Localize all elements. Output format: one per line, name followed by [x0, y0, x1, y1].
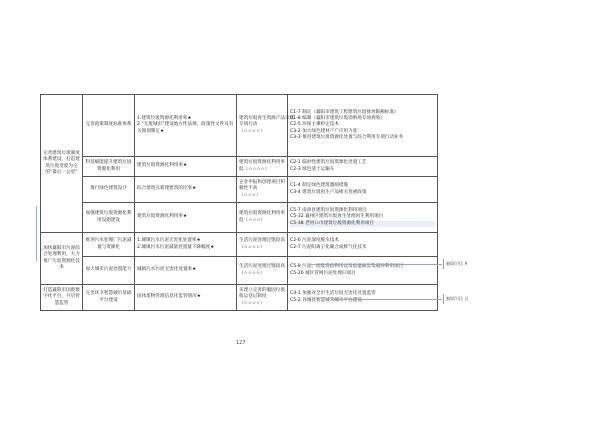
comment-text: 删除[用]: 区: [446, 296, 469, 301]
indicator-line: 2.城镇污水污泥减量处置量下降幅度★: [137, 244, 215, 250]
indicator-cell: 建筑垃圾资源化利用率★: [135, 157, 237, 177]
issue-cell: 生活污泥处理过饱较高（☆☆☆☆）: [237, 257, 288, 285]
indicator-cell: 城镇污水污泥无害化处置率★: [135, 257, 237, 285]
project-line: C4-1 加强对全市生活垃圾无害化处置监管: [290, 291, 376, 297]
comment-balloon[interactable]: [443, 259, 467, 269]
indicator-line: 1.城镇污水污泥无害化处置率★: [137, 238, 201, 244]
project-cell: [288, 177, 438, 203]
comment-bracket: [443, 259, 444, 269]
task-cell: 加大城市污泥处置能力: [83, 257, 135, 285]
task-cell: 完善政策制度标准体系: [83, 95, 135, 157]
issue-cell: 生活污泥处理过饱较高（☆☆☆☆）: [237, 233, 288, 257]
table-row: [41, 95, 438, 157]
table-row: [41, 203, 438, 233]
issue-line: 未建立完善的服固垃圾收运登记制度: [239, 288, 285, 300]
project-cell: [288, 203, 438, 233]
table-row: [41, 233, 438, 257]
issue-cell: 建筑垃圾资源化利用率低（☆☆☆）: [237, 203, 288, 233]
project-line: C5-32 襄州区建筑垃圾再生处理再生利用项目: [290, 214, 384, 220]
table-row: [41, 157, 438, 177]
issue-cell: [237, 285, 288, 311]
goal-cell: 完善建筑垃圾制度体系建设，打造建筑垃圾变废为宝的“最后一公里”: [41, 95, 83, 233]
indicator-line: 2.“无废城市”建设地方性法规、政策性文件及有关规划制定★: [137, 122, 234, 134]
project-cell: [288, 157, 438, 177]
comment-text: 删除[用]: 9: [446, 261, 468, 266]
indicator-cell: 综合建筑点新建建筑的比率★: [135, 177, 237, 203]
issue-line: 建筑垃圾再生资源产品市场: [239, 116, 295, 122]
project-line: C5-8 污泥、固废烧结利用以及低值耐炭集循环利用项目: [290, 264, 404, 270]
project-line: C5-7 南漳县建筑垃圾资源化利用项目: [290, 208, 367, 214]
table-row: [41, 177, 438, 203]
project-line: C5-2 谷城县智慧城管城市平台建设: [290, 297, 362, 303]
indicator-line: 1.建筑垃圾资源化利用率★: [137, 116, 192, 122]
project-line: C2-7 污泥阳离子化碳合成鲜气化技术: [290, 244, 367, 250]
issue-rating: （☆☆☆）: [239, 192, 261, 198]
project-line: C3-2 加大绿色建材产广应用力度: [290, 128, 358, 134]
task-cell: 加强建筑垃圾资源化利用设施建设: [83, 203, 135, 233]
project-line: C5-38 老河口市建筑垃圾资源化利用项目: [290, 221, 435, 227]
indicator-cell: [135, 233, 237, 257]
project-cell: [288, 285, 438, 311]
comment-bracket: [443, 294, 444, 304]
project-cell: [288, 257, 438, 285]
project-cell: [288, 95, 438, 157]
project-line: C5-26 城区管网污泥处理扫项目: [290, 270, 356, 276]
indicator-cell: 建筑垃圾资源化利用率★: [135, 203, 237, 233]
issue-cell: [237, 177, 288, 203]
indicator-cell: [135, 95, 237, 157]
project-line: C2-1 临时性建筑垃圾资源化处置工艺: [290, 160, 367, 166]
task-cell: 科技赋能提升建筑垃圾资源化利用: [83, 157, 135, 177]
comment-leader: [310, 264, 442, 265]
indicator-cell: 固体废物管理信息化监管情况★: [135, 285, 237, 311]
project-line: C3-4 建筑垃圾再生产品相关优惠政策: [290, 189, 367, 195]
goal-cell: 打造襄阳市固废数字化平台，开启智慧监管: [41, 285, 83, 311]
project-line: C2-5 环保主乘检定技术: [290, 122, 339, 128]
issue-line: 企业申报和创建项目积极性不高: [239, 180, 285, 192]
issue-cell: 建筑垃圾资源化利用率低（☆☆☆☆）: [237, 157, 288, 177]
page-number: 127: [236, 340, 246, 346]
project-line: C2-6 污泥深度脱水技术: [290, 238, 339, 244]
task-cell: 推行绿色建筑设计: [83, 177, 135, 203]
project-line: C1-4 制定绿色建筑激励措施: [290, 183, 349, 189]
project-line: C1-8 编制《襄阳市建筑垃圾消纳场专项规划》: [290, 116, 385, 122]
project-cell: [288, 233, 438, 257]
comment-balloon[interactable]: [443, 294, 469, 304]
task-cell: 完善环卫智慧城市基础平台建设: [83, 285, 135, 311]
project-line: C2-3 绿色渣土运输车: [290, 166, 335, 172]
issue-cell: [237, 95, 295, 157]
revision-bar: [36, 206, 37, 261]
issue-line: 专项行动: [239, 122, 258, 128]
comment-leader: [332, 299, 442, 300]
issue-rating: （☆☆☆☆）: [239, 128, 265, 134]
issue-rating: （☆☆☆☆）: [239, 300, 265, 306]
project-line: C3-3 推进建筑垃圾资源化处置与综合利用专项行动业务: [290, 134, 404, 140]
plan-table: [40, 94, 438, 311]
task-cell: 推进污水处理厂污泥减量与资源化: [83, 233, 135, 257]
project-line: C1-7 制定《襄阳市建筑工程建筑垃圾排放限额标准》: [290, 109, 399, 115]
table-row: [41, 257, 438, 285]
table-row: [41, 285, 438, 311]
goal-cell: 加快襄阳市污泥综合处理利用，大力推广污泥资源化技术: [41, 233, 83, 285]
